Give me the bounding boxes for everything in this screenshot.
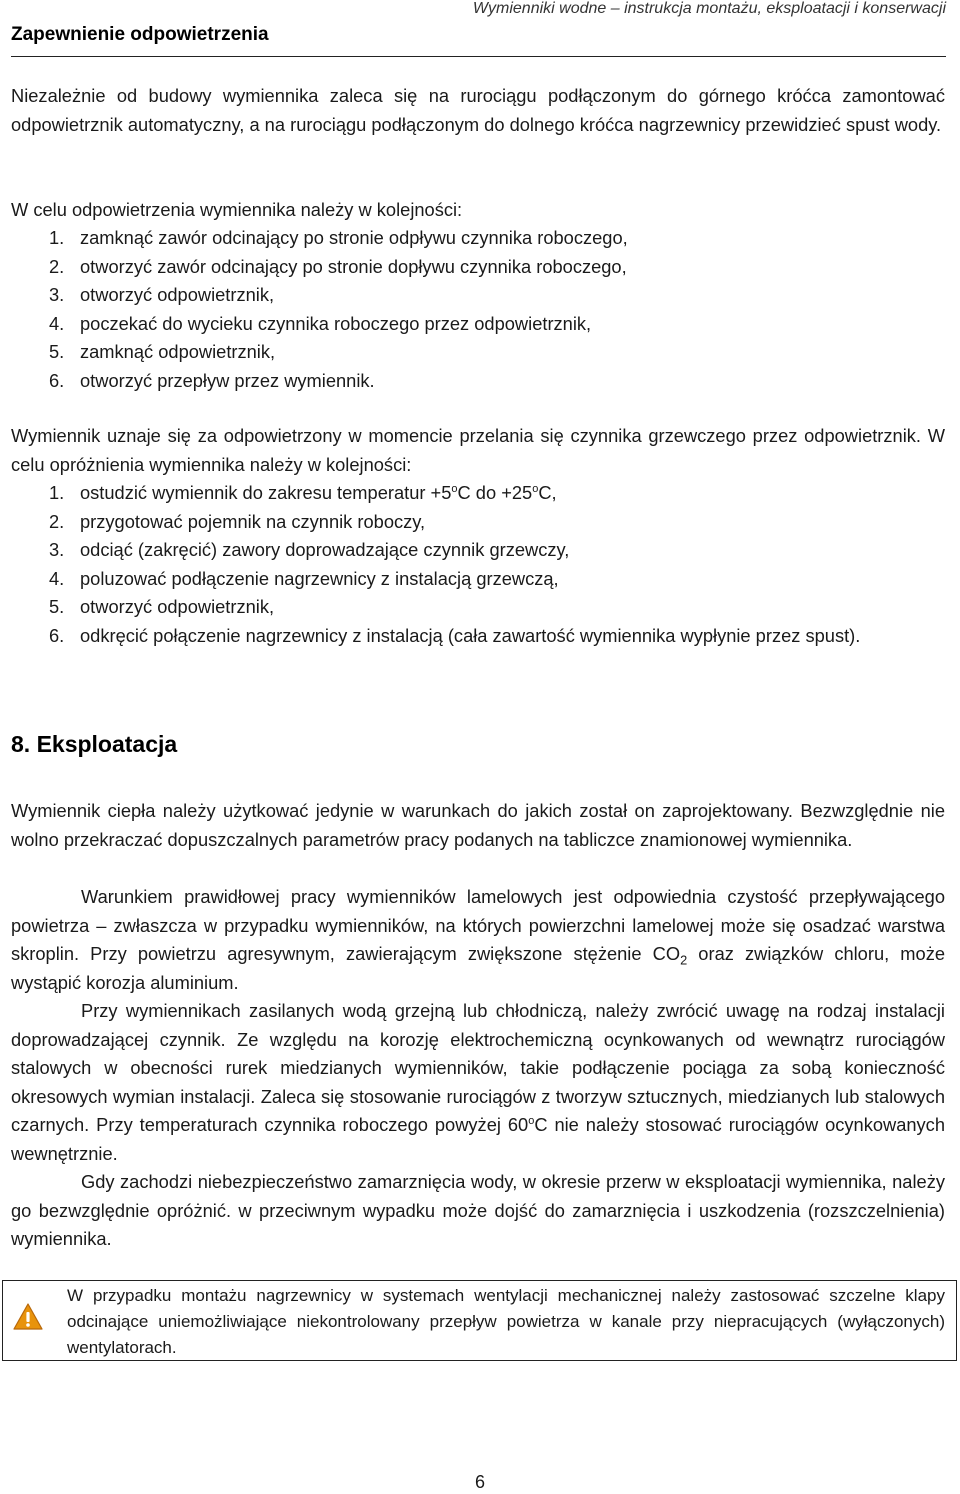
list-item: 3. otworzyć odpowietrznik, xyxy=(49,284,275,306)
warning-box xyxy=(2,1280,957,1361)
header-document-title: Wymienniki wodne – instrukcja montażu, eksploatacji i konserwacji xyxy=(472,0,946,17)
venting-lead: W celu odpowietrzenia wymiennika należy w kolejności: xyxy=(11,199,463,220)
warning-text: W przypadku montażu nagrzewnicy w systemach wentylacji mechanicznej należy zastosować szczelne klapy odcinające uniemożliwiające niekontrolowany przepływ powietrza w kanale przy niepracujących (wyłączonych) wentylatorach. xyxy=(67,1286,945,1357)
list-item: 2. otworzyć zawór odcinający po stronie dopływu czynnika roboczego, xyxy=(49,255,627,277)
list-item: 4. poczekać do wycieku czynnika roboczego przez odpowietrznik, xyxy=(49,312,592,334)
list-item: 3. odciąć (zakręcić) zawory doprowadzające czynnik grzewczy, xyxy=(49,539,570,561)
venting-steps-list xyxy=(11,224,945,396)
operation-paragraph-4: Gdy zachodzi niebezpieczeństwo zamarznięcia wody, w okresie przerw w eksploatacji wymiennika, należy go bezwzględnie opróżnić. w przeciwnym wypadku może dojść do zamarznięcia i uszkodzenia (rozszczelnienia) wymiennika. xyxy=(11,1171,945,1250)
header-section-title: Zapewnienie odpowietrzenia xyxy=(11,24,269,45)
list-item: 4. poluzować podłączenie nagrzewnicy z instalacją grzewczą, xyxy=(49,567,559,589)
list-item: 6. otworzyć przepływ przez wymiennik. xyxy=(49,369,375,391)
warning-icon xyxy=(12,1301,44,1333)
draining-steps-list xyxy=(11,479,945,651)
page-number: 6 xyxy=(474,1472,485,1492)
list-item: 5. otworzyć odpowietrznik, xyxy=(49,596,275,618)
list-item: 2. przygotować pojemnik na czynnik roboczy, xyxy=(49,510,426,532)
operation-paragraph-2: Warunkiem prawidłowej pracy wymienników lamelowych jest odpowiednia czystość przepływającego powietrza – zwłaszcza w przypadku wymienników, na których powierzchni lamelowej może się osadzać warstwa skroplin. Przy powietrzu agresywnym, zawierającym zwiększone stężenie $CO_2$ oraz związków chloru, może wystąpić korozja aluminium. xyxy=(11,886,945,993)
page-header xyxy=(11,0,946,57)
operation-paragraph-3: Przy wymiennikach zasilanych wodą grzejną lub chłodniczą, należy zwrócić uwagę na rodzaj instalacji doprowadzającej czynnik. Ze względu na korozję elektrochemiczną ocynkowanych od wewnątrz rurociągów stalowych w obecności rurek miedzianych wymienników, takie podłączenie pociąga za sobą konieczność okresowych wymian instalacji. Zaleca się stosowanie rurociągów z tworzyw sztucznych, miedzianych lub stalowych czarnych. Przy temperaturach czynnika roboczego powyżej 60$^o$C nie należy stosować rurociągów ocynkowanych wewnętrznie. xyxy=(11,1000,945,1164)
operation-paragraph-1: Wymiennik ciepła należy użytkować jedynie w warunkach do jakich został on zaprojektowany. Bezwzględnie nie wolno przekraczać dopuszczalnych parametrów pracy podanych na tabliczce znamionowej wymiennika. xyxy=(11,800,945,850)
list-item: 5. zamknąć odpowietrznik, xyxy=(49,341,276,363)
draining-lead: Wymiennik uznaje się za odpowietrzony w momencie przelania się czynnika grzewczego przez odpowietrznik. W celu opróżnienia wymiennika należy w kolejności: xyxy=(11,425,945,475)
list-item: 1. ostudzić wymiennik do zakresu temperatur $+5^oC$ do $+25^oC$, xyxy=(49,482,557,503)
section-heading: 8. Eksploatacja xyxy=(11,731,178,757)
list-item: 1. zamknąć zawór odcinający po stronie odpływu czynnika roboczego, xyxy=(49,227,628,248)
intro-paragraph: Niezależnie od budowy wymiennika zaleca się na rurociągu podłączonym do górnego króćca zamontować odpowietrznik automatyczny, a na rurociągu podłączonym do dolnego króćca nagrzewnicy przewidzieć spust wody. xyxy=(11,85,945,135)
list-item: 6. odkręcić połączenie nagrzewnicy z instalacją (cała zawartość wymiennika wypłynie przez spust). xyxy=(49,624,861,646)
